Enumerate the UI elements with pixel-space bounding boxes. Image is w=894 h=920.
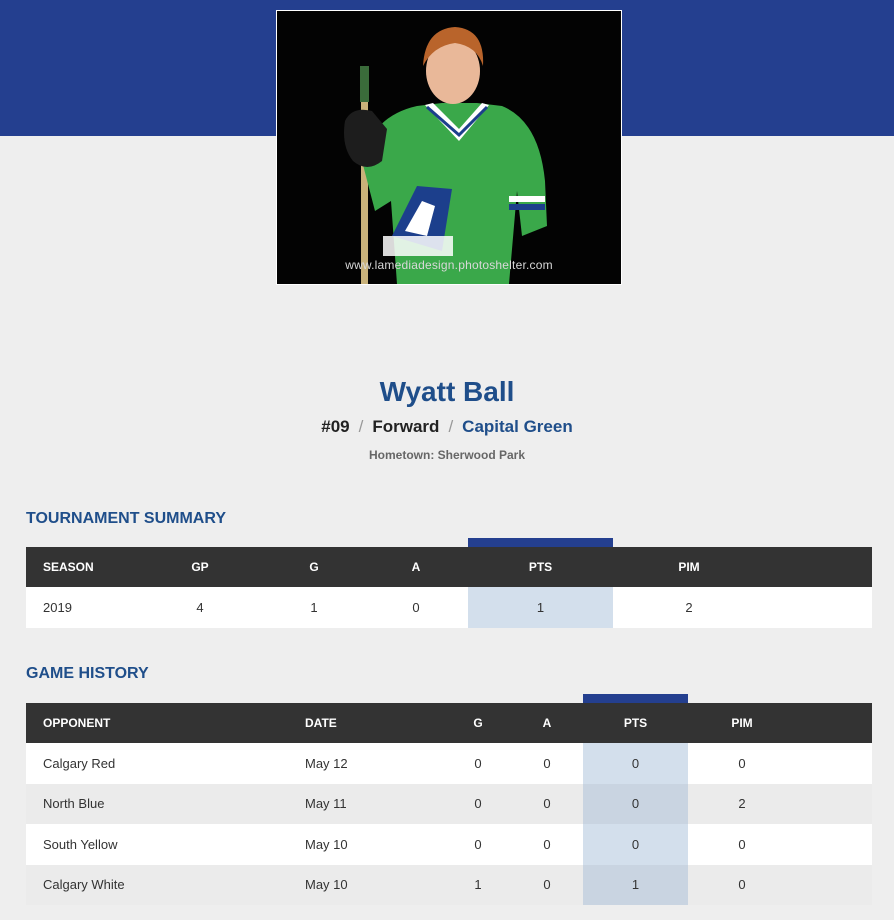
cell-a: 0 [543, 755, 551, 771]
player-meta [0, 417, 894, 437]
player-name: Wyatt Ball [379, 376, 515, 407]
table-row [26, 784, 872, 825]
cell-pts: 0 [631, 836, 640, 852]
cell-season: 2019 [43, 599, 72, 615]
table-row [26, 743, 872, 784]
cell-g: 1 [310, 599, 318, 615]
cell-date: May 11 [305, 796, 347, 812]
player-hometown: Hometown: Sherwood Park [368, 448, 526, 462]
player-photo [276, 10, 622, 285]
cell-a: 0 [543, 877, 551, 893]
table-header-row [26, 703, 872, 743]
cell-opponent: Calgary White [43, 877, 125, 893]
table-row [26, 865, 872, 906]
player-illustration [277, 11, 621, 284]
col-header-g[interactable]: G [309, 560, 319, 574]
cell-a: 0 [543, 796, 551, 812]
game-history-table [26, 703, 872, 905]
col-header-pts[interactable]: PTS [623, 716, 648, 730]
cell-pim: 0 [738, 836, 746, 852]
cell-g: 0 [474, 836, 482, 852]
separator: / [358, 417, 364, 436]
cell-pts: 0 [631, 755, 640, 771]
col-header-gp[interactable]: GP [191, 560, 209, 574]
col-header-pts[interactable]: PTS [528, 560, 553, 574]
game-history-title: GAME HISTORY [26, 665, 149, 682]
table-header-row [26, 547, 872, 587]
cell-date: May 10 [305, 877, 348, 893]
photo-watermark: www.lamediadesign.photoshelter.com [345, 258, 553, 272]
col-header-pim[interactable]: PIM [731, 716, 753, 730]
player-number: #09 [321, 417, 350, 436]
col-header-opponent[interactable]: OPPONENT [43, 716, 111, 730]
cell-date: May 10 [305, 836, 348, 852]
col-header-season[interactable]: SEASON [43, 560, 94, 574]
separator: / [448, 417, 454, 436]
cell-pim: 0 [738, 877, 746, 893]
cell-pim: 2 [685, 599, 693, 615]
cell-a: 0 [543, 836, 551, 852]
cell-g: 1 [474, 877, 482, 893]
cell-a: 0 [412, 599, 420, 615]
cell-pim: 2 [738, 796, 746, 812]
table-row [26, 587, 872, 628]
tournament-summary-title: TOURNAMENT SUMMARY [26, 510, 226, 527]
player-position: Forward [372, 417, 440, 436]
player-photo-image [277, 11, 621, 284]
cell-date: May 12 [305, 755, 348, 771]
tournament-summary-table [26, 547, 872, 628]
cell-g: 0 [474, 796, 482, 812]
cell-opponent: South Yellow [43, 836, 118, 852]
col-header-date[interactable]: DATE [305, 716, 337, 730]
cell-opponent: North Blue [43, 796, 105, 812]
table-row [26, 824, 872, 865]
cell-pts: 0 [631, 796, 640, 812]
col-header-g[interactable]: G [473, 716, 483, 730]
cell-gp: 4 [196, 599, 204, 615]
col-header-a[interactable]: A [542, 716, 552, 730]
col-header-a[interactable]: A [411, 560, 421, 574]
cell-g: 0 [474, 755, 482, 771]
player-team-link[interactable]: Capital Green [462, 417, 573, 436]
hockey-glove [344, 110, 387, 167]
cell-pts: 1 [536, 599, 545, 615]
cell-pts: 1 [631, 877, 640, 893]
col-header-pim[interactable]: PIM [678, 560, 700, 574]
cell-opponent: Calgary Red [43, 755, 116, 771]
cell-pim: 0 [738, 755, 746, 771]
